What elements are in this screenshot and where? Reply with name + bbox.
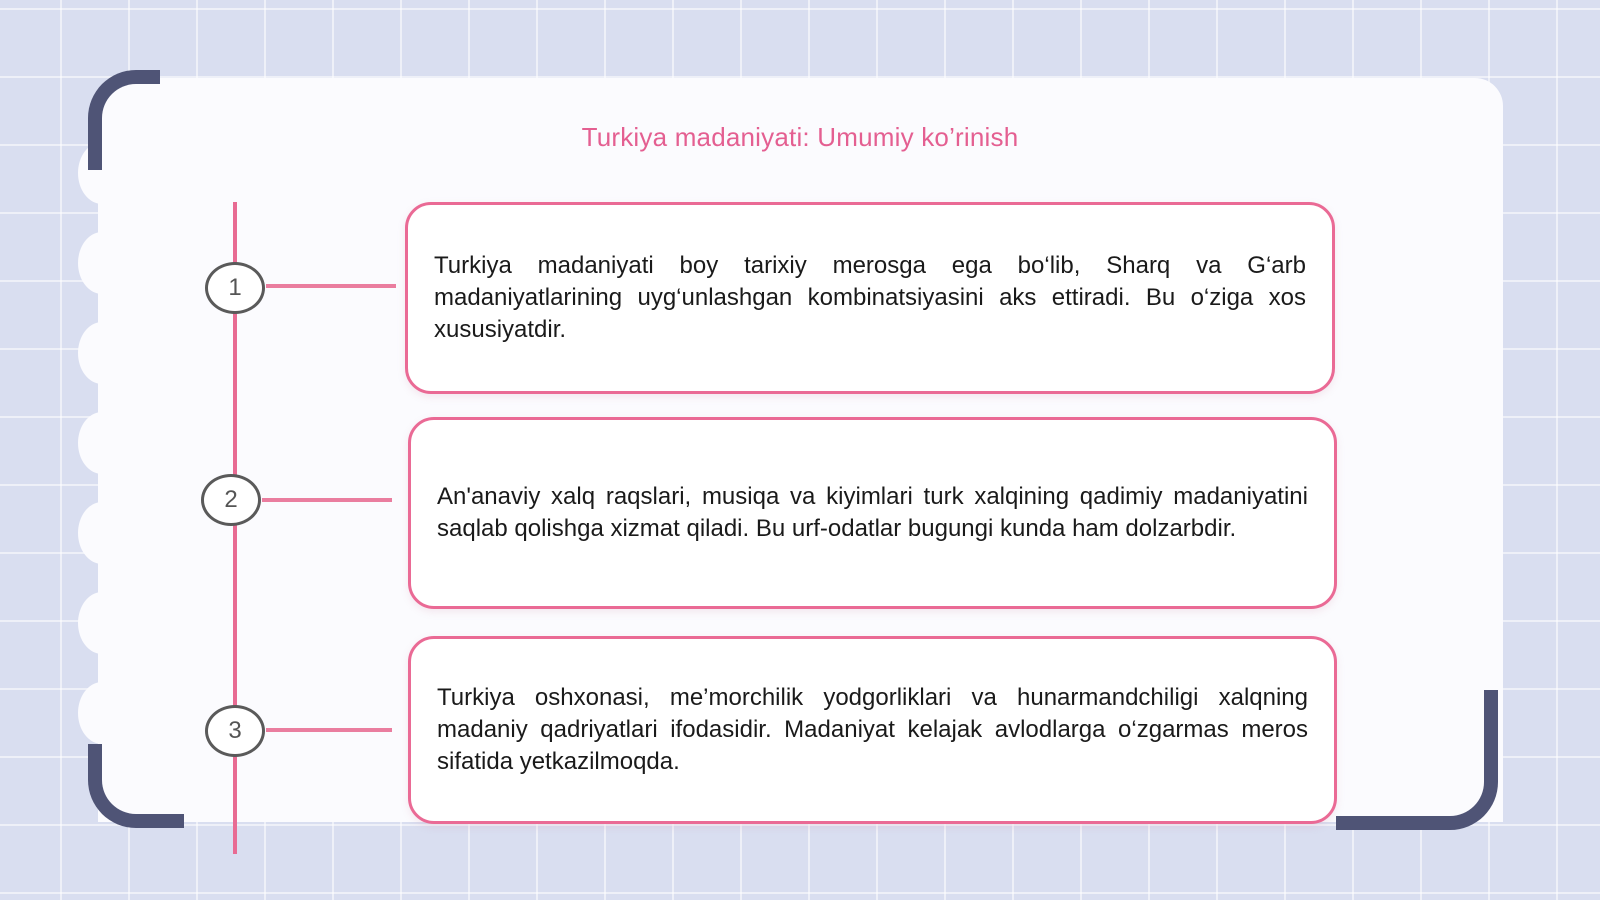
timeline-number-3: 3 xyxy=(205,705,265,757)
timeline-number-1: 1 xyxy=(205,262,265,314)
notebook-scallop xyxy=(78,592,126,654)
notebook-scallop xyxy=(78,502,126,564)
timeline-item-1 xyxy=(405,202,1335,394)
timeline-connector xyxy=(266,728,392,732)
corner-bracket-bottom-right xyxy=(1336,690,1498,830)
timeline-item-text: An'anaviy xalq raqslari, musiqa va kiyimlari turk xalqining qadimiy madaniyatini saqlab qolishga xizmat qiladi. Bu urf-odatlar bugungi kunda ham dolzarbdir. xyxy=(437,483,1308,542)
timeline-item-3 xyxy=(408,636,1337,824)
timeline-item-2 xyxy=(408,417,1337,609)
slide-title: Turkiya madaniyati: Umumiy ko’rinish xyxy=(581,122,1019,152)
timeline-number-2: 2 xyxy=(201,474,261,526)
notebook-scallop xyxy=(78,322,126,384)
timeline-item-text: Turkiya madaniyati boy tarixiy merosga ega bo‘lib, Sharq va G‘arb madaniyatlarining uyg‘unlashgan kombinatsiyasini aks ettiradi. Bu o‘ziga xos xususiyatdir. xyxy=(434,252,1306,343)
timeline-item-text: Turkiya oshxonasi, me’morchilik yodgorliklari va hunarmandchiligi xalqning madaniy qadriyatlari ifodasidir. Madaniyat kelajak avlodlarga o‘zgarmas meros sifatida yetkazilmoqda. xyxy=(437,684,1308,775)
timeline-connector xyxy=(262,498,392,502)
notebook-scallop xyxy=(78,232,126,294)
notebook-scallop xyxy=(78,682,126,744)
timeline-connector xyxy=(266,284,396,288)
corner-bracket-top-left xyxy=(88,70,160,170)
notebook-scallop xyxy=(78,412,126,474)
